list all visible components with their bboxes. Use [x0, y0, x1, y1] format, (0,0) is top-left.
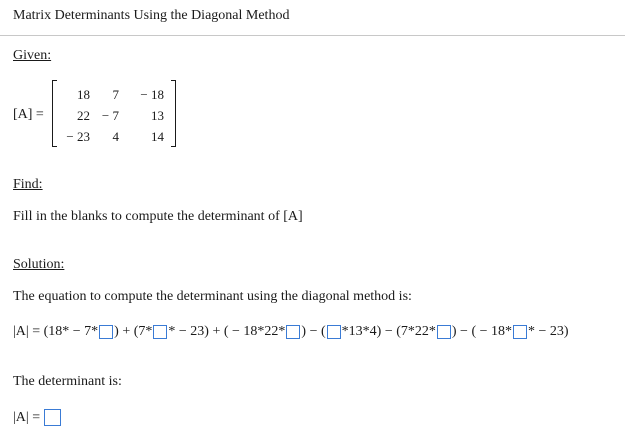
answer-blank-3[interactable]: [286, 325, 300, 339]
answer-blank-4[interactable]: [327, 325, 341, 339]
matrix-cell-r1c2: 7: [112, 87, 119, 102]
matrix-cell-r2c2: − 7: [101, 108, 119, 123]
find-label: Find:: [13, 177, 43, 192]
title-divider: [0, 35, 625, 36]
answer-blank-6[interactable]: [513, 325, 527, 339]
solution-intro: The equation to compute the determinant using the diagonal method is:: [13, 289, 412, 304]
matrix-cell-r3c2: 4: [112, 129, 119, 144]
determinant-lhs: |A| =: [13, 409, 41, 425]
equation-text: *13*4) − (7*22*: [341, 324, 436, 339]
matrix-cell-r2c3: 13: [151, 108, 164, 123]
determinant-equation: [13, 324, 569, 340]
answer-blank-5[interactable]: [437, 325, 451, 339]
equation-text: |A| = (18* − 7*: [13, 324, 99, 339]
matrix-grid: [62, 84, 168, 147]
matrix-right-bracket: [171, 80, 176, 147]
given-label: Given:: [13, 48, 52, 63]
matrix-cell-r2c1: 22: [77, 108, 90, 123]
matrix-cell-r1c1: 18: [77, 87, 90, 102]
matrix-cell-r1c3: − 18: [140, 87, 164, 102]
find-text: Fill in the blanks to compute the determinant of [A]: [13, 209, 303, 224]
equation-text: ) − (: [301, 324, 326, 339]
equation-text: ) + (7*: [114, 324, 153, 339]
solution-label: Solution:: [13, 257, 65, 272]
matrix-cell-r3c1: − 23: [66, 129, 90, 144]
answer-blank-2[interactable]: [153, 325, 167, 339]
equation-text: * − 23): [528, 324, 569, 339]
matrix-cell-r3c3: 14: [151, 129, 164, 144]
matrix-name: [A] =: [13, 107, 44, 122]
answer-blank-1[interactable]: [99, 325, 113, 339]
determinant-label: The determinant is:: [13, 374, 122, 389]
equation-text: * − 23) + ( − 18*22*: [168, 324, 286, 339]
equation-text: ) − ( − 18*: [451, 324, 513, 339]
determinant-answer-input[interactable]: [44, 409, 61, 426]
matrix-a: [52, 80, 176, 147]
determinant-answer-line: [13, 409, 62, 426]
matrix-left-bracket: [52, 80, 57, 147]
page-title: Matrix Determinants Using the Diagonal Method: [13, 8, 290, 23]
